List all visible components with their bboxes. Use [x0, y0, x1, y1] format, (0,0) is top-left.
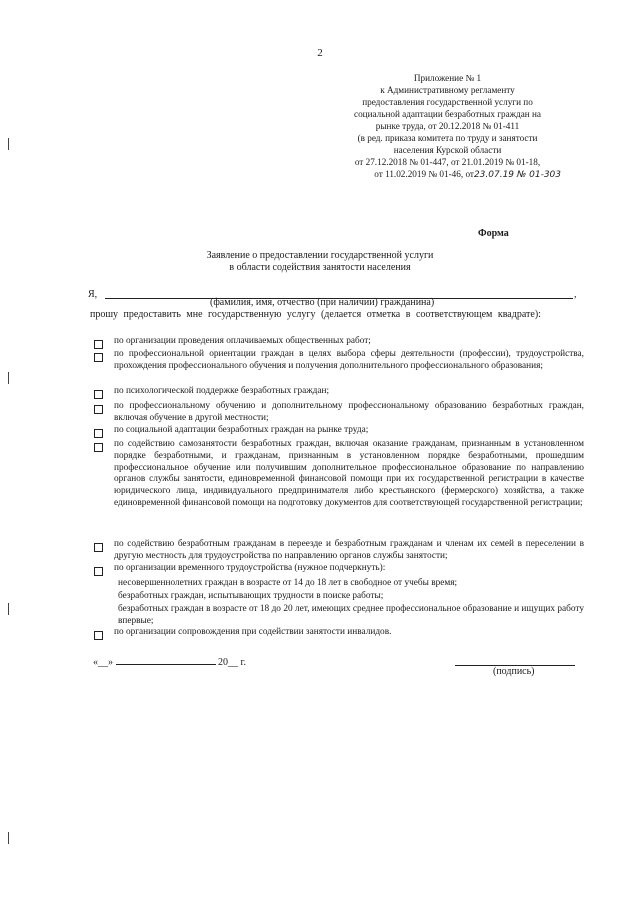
date-day[interactable]: «__» — [93, 657, 113, 668]
date-year-suffix[interactable]: __ г. — [228, 657, 246, 668]
service-item: по содействию безработным гражданам в переезде и безработным гражданам и членам их семей в переселении в другую местность для трудоустройства по направлению органов службы занятости; — [114, 539, 584, 561]
appendix-line: (в ред. приказа комитета по труду и занятости — [357, 133, 538, 143]
checkbox-self-employment[interactable] — [94, 443, 103, 452]
applicant-suffix: , — [574, 289, 577, 300]
scan-mark — [8, 832, 9, 844]
appendix-last-line — [330, 168, 565, 181]
date-line — [93, 657, 246, 668]
date-year-prefix: 20 — [218, 657, 228, 668]
appendix-line: социальной адаптации безработных граждан на — [354, 109, 541, 119]
checkbox-public-works[interactable] — [94, 340, 103, 349]
appendix-line: предоставления государственной услуги по — [362, 97, 533, 107]
checkbox-temporary-employment[interactable] — [94, 567, 103, 576]
appendix-line: рынке труда, от 20.12.2018 № 01-411 — [375, 121, 520, 131]
temporary-employment-option[interactable]: безработных граждан, испытывающих трудности в поиске работы; — [118, 591, 384, 601]
applicant-prefix: Я, — [88, 289, 98, 300]
date-month-field[interactable] — [116, 664, 216, 665]
service-item: по организации временного трудоустройства (нужное подчеркнуть): — [114, 563, 386, 573]
title-line: в области содействия занятости населения — [229, 262, 411, 273]
document-title — [0, 250, 640, 274]
request-text: прошу предоставить мне государственную услугу (делается отметка в соответствующем квадрате): — [90, 309, 541, 320]
service-item: по социальной адаптации безработных граждан на рынке труда; — [114, 425, 369, 435]
scan-mark — [8, 138, 9, 150]
appendix-line: населения Курской области — [393, 145, 502, 155]
service-item: по организации проведения оплачиваемых общественных работ; — [114, 336, 371, 346]
service-item: по профессиональной ориентации граждан в целях выбора сферы деятельности (профессии), трудоустройства, прохождения профессионального обучения и получения дополнительного профессионального образования; — [114, 349, 584, 371]
handwritten-amendment: 23.07.19 № 01-303 — [473, 170, 561, 180]
title-line: Заявление о предоставлении государственной услуги — [206, 250, 434, 261]
temporary-employment-option[interactable]: несовершеннолетних граждан в возрасте от 14 до 18 лет в свободное от учебы время; — [118, 578, 458, 588]
appendix-header — [330, 72, 565, 181]
signature-caption: (подпись) — [493, 666, 535, 677]
checkbox-career-guidance[interactable] — [94, 353, 103, 362]
applicant-caption: (фамилия, имя, отчество (при наличии) гражданина) — [210, 297, 435, 308]
appendix-line: от 27.12.2018 № 01-447, от 21.01.2019 № 01-18, — [354, 157, 541, 167]
checkbox-professional-training[interactable] — [94, 405, 103, 414]
checkbox-psychological-support[interactable] — [94, 390, 103, 399]
service-item: по психологической поддержке безработных граждан; — [114, 386, 330, 396]
checkbox-relocation[interactable] — [94, 543, 103, 552]
service-item: по профессиональному обучению и дополнительному профессиональному образованию безработных граждан, включая обучение в другой местности; — [114, 401, 584, 423]
appendix-last-prefix: от 11.02.2019 № 01-46, от — [374, 169, 474, 179]
scan-mark — [8, 372, 9, 384]
checkbox-disabled-support[interactable] — [94, 631, 103, 640]
appendix-line: к Административному регламенту — [380, 85, 515, 95]
service-item: по организации сопровождения при содействии занятости инвалидов. — [114, 627, 392, 637]
scan-mark — [8, 603, 9, 615]
page-number: 2 — [317, 47, 323, 59]
service-item: по содействию самозанятости безработных граждан, включая оказание гражданам, признанным в установленном порядке безработными, и гражданам, признанным в установленном порядке безработными, прошедшим профессиональное обучение или получившим дополнительное профессиональное образование по направлению органов службы занятости, единовременной финансовой помощи при их государственной регистрации в качестве юридического лица, индивидуального предпринимателя либо крестьянского (фермерского) хозяйства, а также единовременной финансовой помощи на подготовку документов для соответствующей государственной регистрации; — [114, 439, 584, 508]
appendix-line: Приложение № 1 — [413, 73, 482, 83]
form-label: Форма — [478, 228, 509, 239]
temporary-employment-option[interactable]: безработных граждан в возрасте от 18 до 20 лет, имеющих среднее профессиональное образование и ищущих работу впервые; — [118, 604, 584, 626]
checkbox-social-adaptation[interactable] — [94, 429, 103, 438]
